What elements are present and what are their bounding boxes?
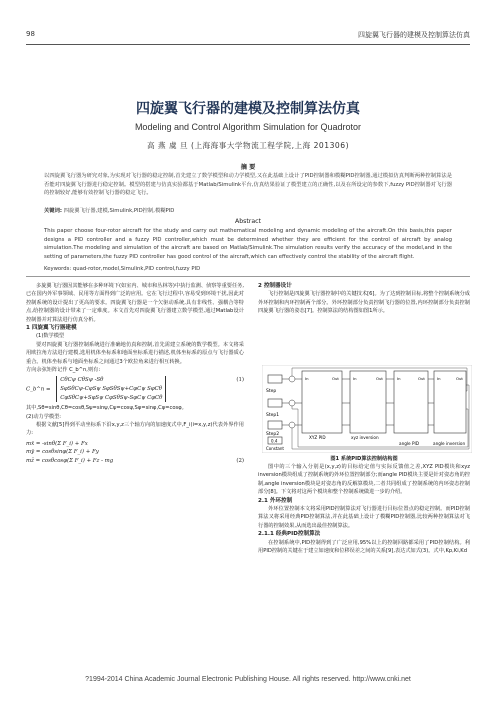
keywords-cn — [44, 206, 452, 214]
keywords-en-label: Keywords: — [44, 266, 72, 272]
abstract-en-text: This paper choose four-rotor aircraft for the study and carry out mathematical modeling and dynamic modeling of the aircraft.On this basis,this paper designs a PID controller and a fuzzy PID controller,which must be determined whether they are efficient for the control of aircraft by analog simulation.The modeling and simulation of the aircraft are based on Matlab/Simulink.The simulation results verify the accuracy of the model,and in the setting of parameters,the fuzzy PID controller has good control of the aircraft,which can effectively control the stability of the aircraft flight. — [44, 228, 452, 260]
equation-1-number: (1) — [236, 377, 244, 384]
section-2-para-3: 外环位置控制本文将采用PID控制算法对飞行器进行目标位置点的稳定控制。而PID控制算法又将采用经典PID控制算法,并在此基础上设计了模糊PID控制器,比较两种控制算法对飞行器的控制效果,从而选出最佳控制算法。 — [258, 506, 470, 529]
port-label: In — [437, 376, 441, 381]
intro-paragraph: 多旋翼飞行器因其能够在多种环境下(如室内、城市和丛林等)中执行监测、侦察等重要任务,已在国内外军事领域、民用等方面得到广泛的应用。它在飞行过程中,容易受到环境干扰,因此对控制系统的设计提出了更高的要求。四旋翼飞行器是一个欠驱动系统,具有非线性、强耦合等特点,给控制器的设计带来了一定难度。本文首先对四旋翼飞行器建立数学模型,通过Matlab设计控制器并对算法进行仿真分析。 — [26, 283, 245, 323]
matrix-label: C_b^n = — [26, 386, 51, 393]
equation-2-line: mÿ = cosθsinφ(Σ F_i) + Fy — [26, 449, 99, 456]
sum-junction — [289, 422, 295, 428]
matrix-row: SφSθCψ-CφSψ SφSθSψ+CφCψ SφCθ — [60, 386, 162, 393]
port-label: In — [397, 376, 401, 381]
xyz-pid-label: XYZ PID — [309, 435, 326, 440]
section-2-1-1-heading: 2.1.1 经典PID控制算法 — [258, 531, 321, 538]
step-label: Step — [266, 389, 277, 394]
constant-label: Constant — [266, 446, 284, 451]
port-label: Out — [418, 376, 425, 381]
port-label: Out — [376, 376, 383, 381]
constant-value: 0.4 — [271, 438, 278, 444]
running-header — [26, 30, 470, 42]
port-label: Out — [332, 376, 339, 381]
equation-1 — [26, 376, 244, 402]
section-2-para-2: 图中的三个输入分别是(x,y,z)的目标给定值与实际反馈值之差,XYZ PID模块和xyz inversion模块组成了控制系统的外环位置控制部分;而angle PID模块主要是针对姿态角的控制,angle inversion模块是对姿态角的反解算模块,二者共同组成了控制系统的内环姿态控制部分[8]。下文将对这两个模块和整个控制系统做进一步的介绍。 — [258, 464, 470, 496]
section-1-para-1: 要对四旋翼飞行器控制系统进行准确地仿真和控制,首先需建立系统的数学模型。本文将采用欧拉角方法进行建模,选用机体坐标系和地面坐标系进行描述,机体坐标系的原点与飞行器质心重合。机体坐标系与地面坐标系之间通过3个欧拉角来进行相互转换。 — [26, 341, 244, 365]
xyz-inversion-label: xyz inversion — [351, 435, 379, 440]
port-label: In — [305, 376, 309, 381]
section-1-para-2: 方向余弦矩阵记作 C_b^n,则有: — [26, 367, 101, 374]
section-1-1-heading: (1)数学模型 — [36, 333, 65, 340]
section-2-1-heading: 2.1 外环控制 — [258, 497, 293, 504]
angle-inversion-label: angle inversion — [433, 441, 466, 446]
xyz-inversion-block — [350, 371, 386, 440]
equation-2 — [26, 440, 244, 466]
control-structure-diagram — [262, 365, 472, 453]
angle-pid-label: angle PID — [399, 441, 419, 446]
equation-2-last-line-wrap — [26, 457, 244, 466]
abstract-en-heading: Abstract — [235, 218, 261, 225]
section-1-para-3: 根据文献[5]得到平动坐标系下沿x,y,z三个轴方向的加速度式中,F_i(i=x,y,z)代表外界作用力: — [26, 422, 244, 437]
keywords-cn-label: 关键词: — [44, 208, 63, 214]
keywords-cn-values: 四旋翼飞行器,建模,Simulink,PID控制,模糊PID — [63, 208, 175, 214]
right-column-continued — [258, 463, 470, 555]
step2-label: Step2 — [266, 432, 280, 437]
left-column — [26, 282, 244, 466]
sum-junction — [289, 376, 295, 382]
sum-junction — [289, 400, 295, 406]
section-2-para-1: 飞行控制是四旋翼飞行器控制中的关键技术[6]。为了达到控制目标,将整个控制系统分成外环控制和内环控制两个部分。外环控制部分负责控制飞行器的位置,内环控制部分负责控制四旋翼飞行器的姿态[7]。控制算法的结构图如图1所示。 — [258, 291, 470, 315]
matrix-row: CθCψ CθSψ -Sθ — [60, 377, 104, 384]
abstract-cn-heading: 摘 要 — [240, 164, 256, 171]
equation-2-number: (2) — [236, 458, 244, 465]
port-label: Out — [456, 376, 463, 381]
port-label: In — [353, 376, 357, 381]
paper-title: 四旋翼飞行器的建模及控制算法仿真 — [136, 101, 360, 117]
section-1-heading: 1 四旋翼飞行器建模 — [26, 325, 77, 332]
keywords-en-values: quad-rotor,model,Simulink,PID control,fuzzy PID — [72, 266, 201, 272]
constant-block — [266, 437, 284, 451]
equation-2-line: mẍ = -sinθ(Σ F_i) + Fx — [26, 440, 88, 447]
section-2-para-4: 在控制系统中,PID控制得到了广泛应用,95%以上的控制回路都采用了PID控制结构。利用PID控制的关键在于建立如速度和位移误差之间的关系[9],表达式如式(3)。式中,Kp,Ki,Kd — [258, 539, 470, 555]
authors: 高 燕 虞 旦 (上海海事大学物流工程学院,上海 201306) — [146, 141, 350, 150]
matrix-row: CφSθCψ+SφSψ CφSθSψ-SφCψ CφCθ — [60, 394, 163, 401]
abstract-cn-text: 以四旋翼飞行器为研究对象,为实现对飞行器的稳定控制,首先建立了数学模型和动力学模型,又在此基础上设计了PID控制器和模糊PID控制器,通过模拟仿真判断两种控制算法是否能对四旋翼飞行器进行稳定控制。模型的搭建与仿真实验都基于Matlab/Simulink平台,仿真结果验证了模型建立的正确性,以及在所设定的参数下,fuzzy PID控制器对飞行器的控制较好,能够有效控制飞行器的稳定飞行。 — [44, 173, 452, 197]
keywords-en — [44, 266, 452, 272]
step1-label: Step1 — [266, 413, 280, 418]
english-title: Modeling and Control Algorithm Simulation for Quadrotor — [134, 122, 362, 132]
abstract-divider — [26, 276, 470, 277]
rotation-matrix — [56, 376, 166, 402]
figure-1-caption: 图1 系统PID算法控制结构图 — [330, 456, 398, 462]
section-1-2-heading: (2)动力学模型: — [26, 413, 62, 420]
equation-2-line: mz̈ = cosθcosφ(Σ F_i) + Fz - mg — [26, 458, 114, 465]
equation-1-note: 其中,Sθ=sinθ,Cθ=cosθ,Sψ=sinψ,Cψ=cosψ,Sφ=sinφ,Cφ=cosφ。 — [26, 405, 187, 412]
running-title: 四旋翼飞行器的建模及控制算法仿真 — [358, 31, 470, 39]
page-number: 98 — [26, 30, 35, 38]
xyz-pid-block — [302, 371, 342, 440]
section-2-heading: 2 控制器设计 — [258, 283, 292, 289]
header-rule — [26, 44, 470, 45]
right-column — [258, 282, 470, 316]
copyright-footer: ?1994-2014 China Academic Journal Electronic Publishing House. All rights reserved. http://www.cnki.net — [85, 676, 411, 683]
